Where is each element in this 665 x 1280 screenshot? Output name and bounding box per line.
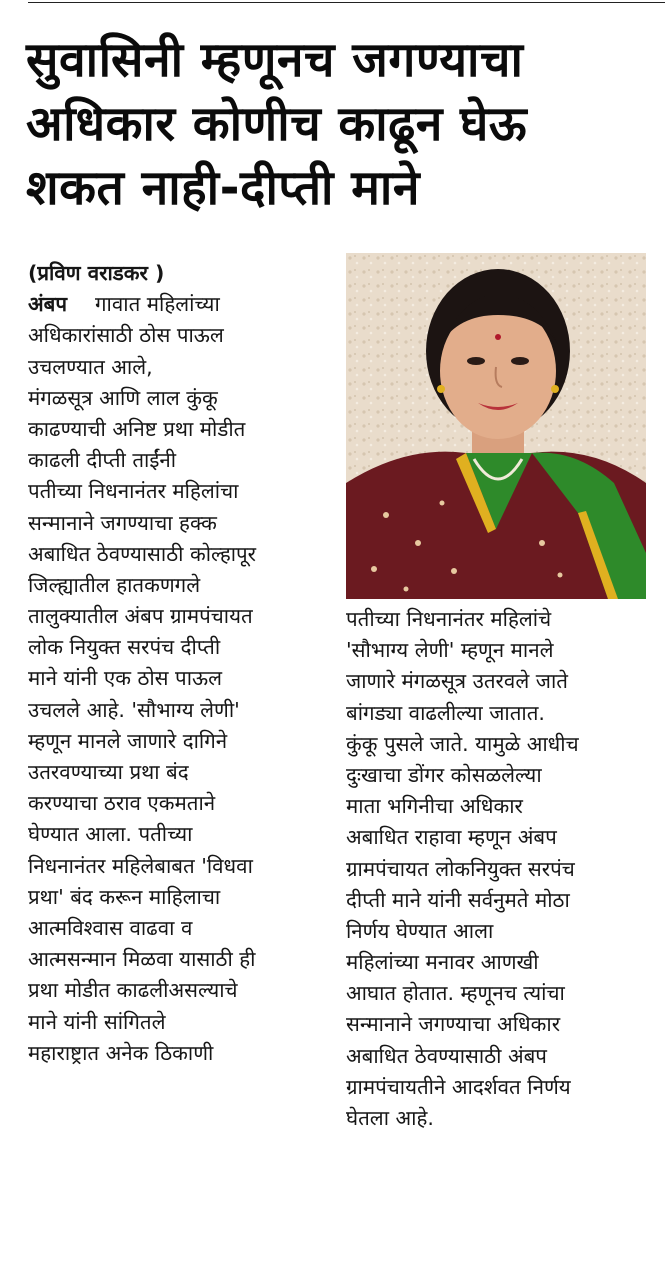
article-line: काढण्याची अनिष्ट प्रथा मोडीत: [28, 416, 246, 441]
article-line: माने यांनी एक ठोस पाऊल: [28, 666, 223, 691]
byline: (प्रविण वराडकर ): [28, 261, 165, 285]
article-line: माने यांनी सांगितले: [28, 1009, 166, 1034]
right-column: [346, 604, 646, 1134]
article-line: निधनानंतर महिलेबाबत 'विधवा: [28, 853, 253, 878]
article-line: प्रथा मोडीत काढलीअसल्याचे: [28, 978, 238, 1003]
article-line: सन्मानाने जगण्याचा अधिकार: [346, 1012, 561, 1037]
article-line: ग्रामपंचायत लोकनियुक्त सरपंच: [346, 856, 575, 881]
article-line: सन्मानाने जगण्याचा हक्क: [28, 510, 217, 535]
article-line: दुःखाचा डोंगर कोसळलेल्या: [346, 762, 542, 787]
article-line: बांगड्या वाढलील्या जातात.: [346, 700, 545, 725]
article-line: पतीच्या निधनानंतर महिलांचे: [346, 607, 552, 631]
article-line: निर्णय घेण्यात आला: [346, 918, 494, 943]
article-line: प्रथा' बंद करून माहिलाचा: [28, 884, 221, 909]
article-line: करण्याचा ठराव एकमताने: [28, 791, 216, 816]
headline-line-2: अधिकार कोणीच काढून घेऊ: [26, 96, 528, 152]
headline: [26, 28, 656, 220]
article-line: आत्मसन्मान मिळवा यासाठी ही: [28, 947, 256, 972]
article-line: दीप्ती माने यांनी सर्वनुमते मोठा: [346, 887, 570, 912]
headline-line-1: सुवासिनी म्हणूनच जगण्याचा: [26, 32, 524, 88]
article-line: जाणारे मंगळसूत्र उतरवले जाते: [346, 669, 568, 694]
left-column: [28, 258, 330, 1069]
article-line: महिलांच्या मनावर आणखी: [346, 950, 539, 975]
article-line: लोक नियुक्त सरपंच दीप्ती: [28, 635, 221, 660]
article-line: घेतला आहे.: [346, 1106, 434, 1130]
article-line: उतरवण्याच्या प्रथा बंद: [28, 760, 189, 784]
article-line: मंगळसूत्र आणि लाल कुंकू: [28, 385, 218, 410]
article-line: उचलण्यात आले,: [28, 354, 153, 379]
article-line: अबाधित ठेवण्यासाठी कोल्हापूर: [28, 541, 257, 566]
headline-line-3: शकत नाही-दीप्ती माने: [26, 160, 420, 216]
left-column-body: [28, 320, 330, 1069]
article-line: पतीच्या निधनानंतर महिलांचा: [28, 479, 239, 504]
article-line: 'सौभाग्य लेणी' म्हणून मानले: [346, 638, 554, 663]
article-line: उचलले आहे. 'सौभाग्य लेणी': [28, 697, 240, 722]
article-line: अबाधित ठेवण्यासाठी अंबप: [346, 1043, 547, 1068]
portrait-photo: [346, 253, 646, 599]
top-rule: [28, 2, 665, 3]
article-line: आघात होतात. म्हणूनच त्यांचा: [346, 981, 565, 1006]
portrait-illustration: [346, 253, 646, 599]
article-line: कुंकू पुसले जाते. यामुळे आधीच: [346, 731, 579, 756]
article-line: [28, 289, 330, 320]
dateline: अंबप: [28, 292, 68, 317]
article-line: जिल्ह्यातील हातकणगले: [28, 572, 201, 597]
article-line: तालुक्यातील अंबप ग्रामपंचायत: [28, 604, 253, 629]
article-line: ग्रामपंचायतीने आदर्शवत निर्णय: [346, 1074, 571, 1099]
article-line: अधिकारांसाठी ठोस पाऊल: [28, 323, 224, 348]
article-line: माता भगिनीचा अधिकार: [346, 794, 523, 819]
article-line: अबाधित राहावा म्हणून अंबप: [346, 825, 557, 850]
article-line: महाराष्ट्रात अनेक ठिकाणी: [28, 1040, 214, 1065]
article-line: घेण्यात आला. पतीच्या: [28, 822, 193, 847]
article-line-text: गावात महिलांच्या: [95, 292, 220, 317]
article-line: आत्मविश्वास वाढवा व: [28, 915, 193, 940]
article-line: काढली दीप्ती ताईंनी: [28, 448, 177, 473]
article-line: म्हणून मानले जाणारे दागिने: [28, 728, 228, 753]
